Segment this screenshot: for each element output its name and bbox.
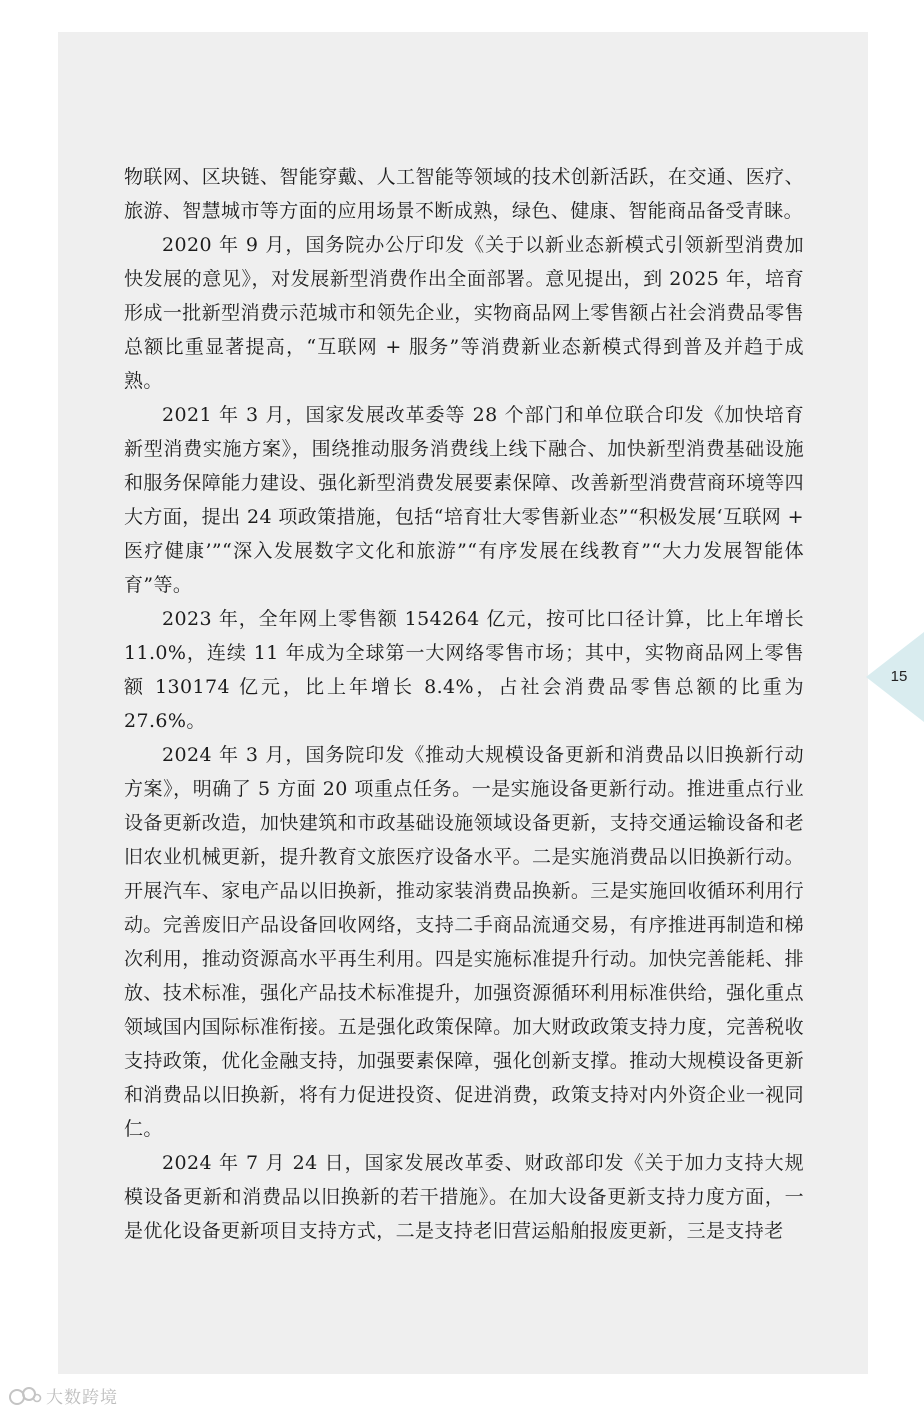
paragraph-1: 物联网、区块链、智能穿戴、人工智能等领域的技术创新活跃，在交通、医疗、旅游、智慧城市等方面的应用场景不断成熟，绿色、健康、智能商品备受青睐。 [124,166,804,222]
body-text [124,160,804,1248]
paragraph-2: 2020 年 9 月，国务院办公厅印发《关于以新业态新模式引领新型消费加快发展的意见》，对发展新型消费作出全面部署。意见提出，到 2025 年，培育形成一批新型消费示范城市和领先企业，实物商品网上零售额占社会消费品零售总额比重显著提高，“互联网 + 服务”等消费新业态新模式得到普及并趋于成熟。 [124,234,804,392]
paragraph-4: 2023 年，全年网上零售额 154264 亿元，按可比口径计算，比上年增长 11.0%，连续 11 年成为全球第一大网络零售市场；其中，实物商品网上零售额 130174 亿元，比上年增长 8.4%，占社会消费品零售总额的比重为 27.6%。 [124,608,804,732]
paragraph-5: 2024 年 3 月，国务院印发《推动大规模设备更新和消费品以旧换新行动方案》，明确了 5 方面 20 项重点任务。一是实施设备更新行动。推进重点行业设备更新改造，加快建筑和市政基础设施领域设备更新，支持交通运输设备和老旧农业机械更新，提升教育文旅医疗设备水平。二是实施消费品以旧换新行动。开展汽车、家电产品以旧换新，推动家装消费品换新。三是实施回收循环利用行动。完善废旧产品设备回收网络，支持二手商品流通交易，有序推进再制造和梯次利用，推动资源高水平再生利用。四是实施标准提升行动。加快完善能耗、排放、技术标准，强化产品技术标准提升，加强资源循环利用标准供给，强化重点领域国内国际标准衔接。五是强化政策保障。加大财政政策支持力度，完善税收支持政策，优化金融支持，加强要素保障，强化创新支撑。推动大规模设备更新和消费品以旧换新，将有力促进投资、促进消费，政策支持对内外资企业一视同仁。 [124,744,804,1140]
page-number: 15 [890,668,908,685]
watermark-logo-icon [8,1385,42,1407]
paragraph-6: 2024 年 7 月 24 日，国家发展改革委、财政部印发《关于加力支持大规模设备更新和消费品以旧换新的若干措施》。在加大设备更新支持力度方面，一是优化设备更新项目支持方式，二是支持老旧营运船舶报废更新，三是支持老 [124,1152,804,1242]
watermark-text: 大数跨境 [46,1388,118,1408]
paragraph-3: 2021 年 3 月，国家发展改革委等 28 个部门和单位联合印发《加快培育新型消费实施方案》，围绕推动服务消费线上线下融合、加快新型消费基础设施和服务保障能力建设、强化新型消费发展要素保障、改善新型消费营商环境等四大方面，提出 24 项政策措施，包括“培育壮大零售新业态”“积极发展‘互联网 + 医疗健康’”“深入发展数字文化和旅游”“有序发展在线教育”“大力发展智能体育”等。 [124,404,804,596]
watermark [8,1383,118,1408]
